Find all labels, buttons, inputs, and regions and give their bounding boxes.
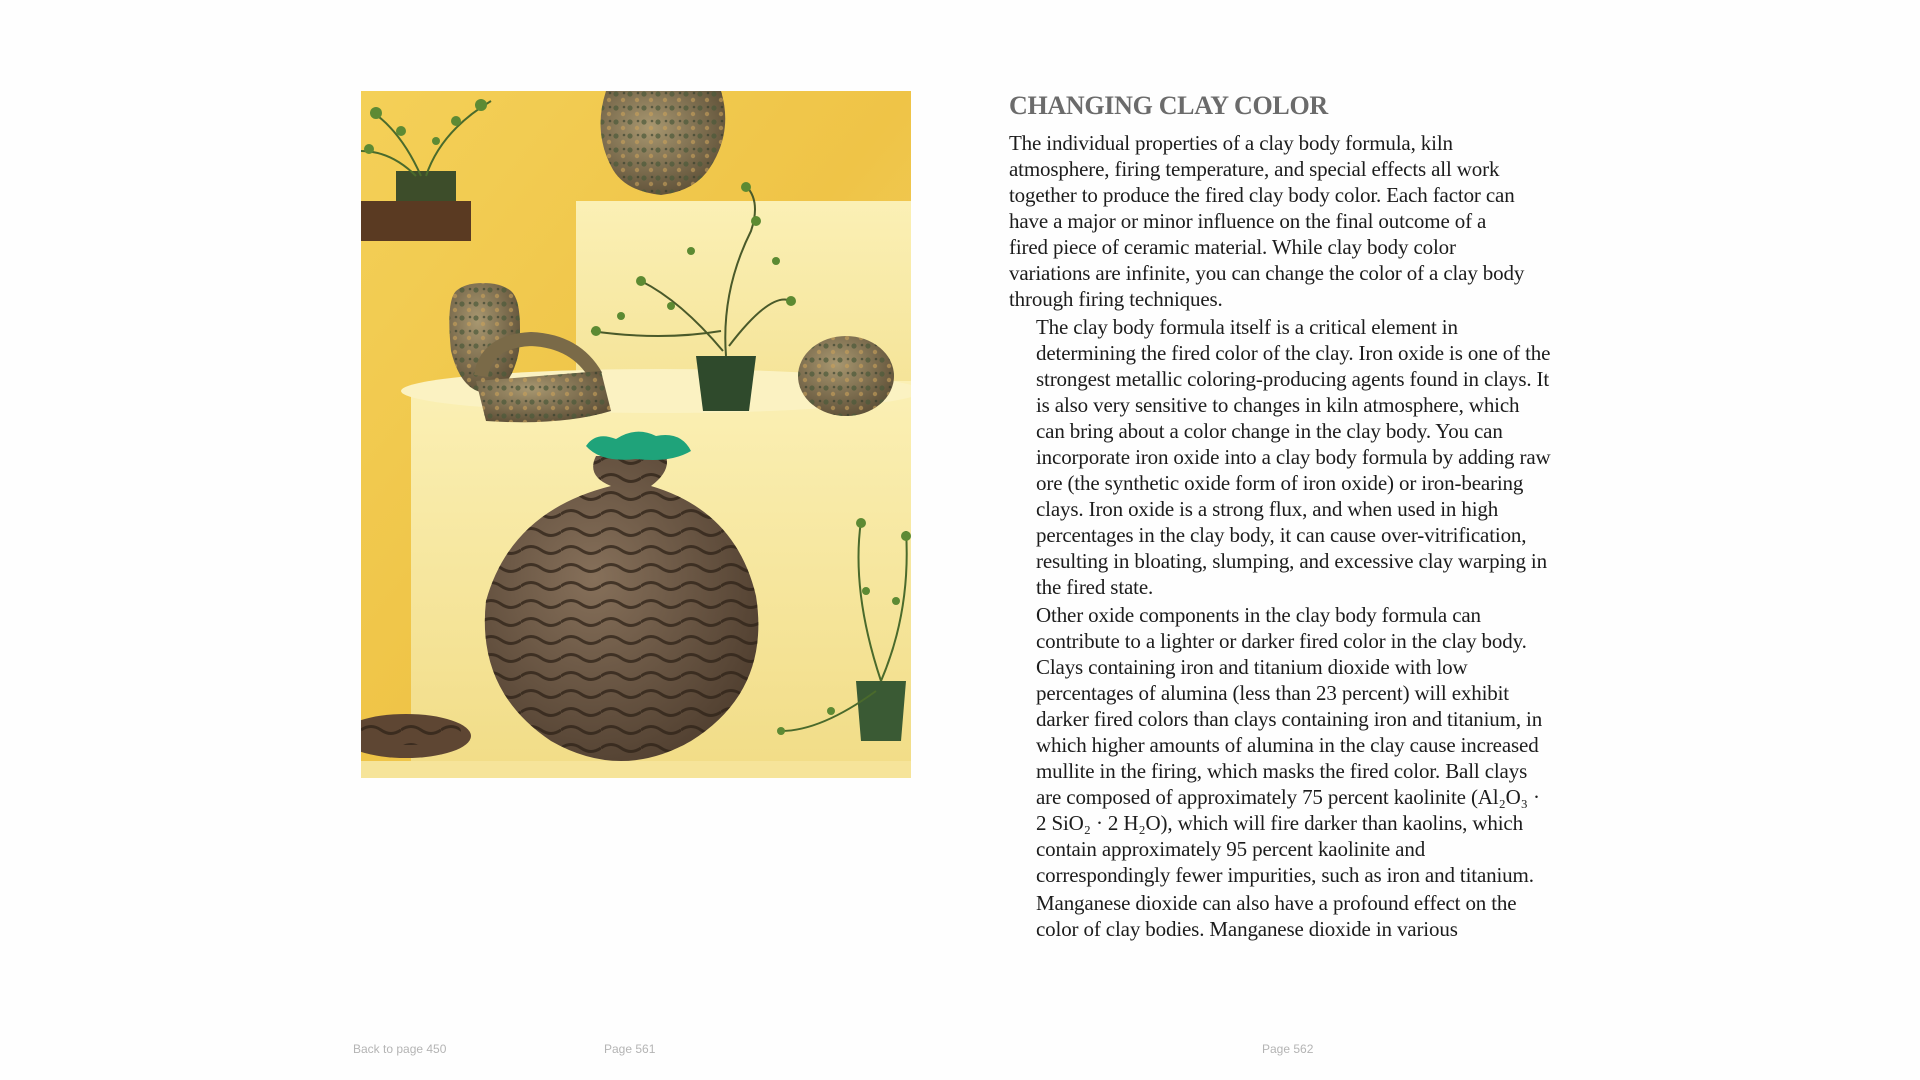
text-line: contribute to a lighter or darker fired color in the clay body. bbox=[1036, 629, 1527, 653]
text-line: resulting in bloating, slumping, and excessive clay warping in bbox=[1036, 549, 1547, 573]
text-line: Manganese dioxide can also have a profound effect on the bbox=[1036, 891, 1517, 915]
text-line: strongest metallic coloring-producing agents found in clays. It bbox=[1036, 367, 1550, 391]
paragraph bbox=[1009, 130, 1574, 312]
pottery-display-illustration bbox=[361, 91, 911, 778]
text-line: correspondingly fewer impurities, such as iron and titanium. bbox=[1036, 863, 1534, 887]
paragraph bbox=[1009, 314, 1574, 600]
text-line: contain approximately 95 percent kaolinite and bbox=[1036, 837, 1426, 861]
text-line: mullite in the firing, which masks the fired color. Ball clays bbox=[1036, 759, 1528, 783]
text-line: through firing techniques. bbox=[1009, 287, 1223, 311]
pottery-photo bbox=[361, 91, 911, 778]
text-line: are composed of approximately 75 percent kaolinite (Al₂O₃ · bbox=[1036, 785, 1540, 809]
back-link[interactable]: Back to page 450 bbox=[353, 1042, 447, 1056]
text-line: Other oxide components in the clay body formula can bbox=[1036, 603, 1481, 627]
text-line: which higher amounts of alumina in the clay cause increased bbox=[1036, 733, 1539, 757]
paragraph bbox=[1009, 890, 1574, 942]
text-line: darker fired colors than clays containing iron and titanium, in bbox=[1036, 707, 1543, 731]
text-line: together to produce the fired clay body color. Each factor can bbox=[1009, 183, 1515, 207]
text-line: determining the fired color of the clay. Iron oxide is one of the bbox=[1036, 341, 1551, 365]
text-line: clays. Iron oxide is a strong flux, and when used in high bbox=[1036, 497, 1499, 521]
text-line: color of clay bodies. Manganese dioxide in various bbox=[1036, 917, 1458, 941]
text-line: Clays containing iron and titanium dioxide with low bbox=[1036, 655, 1468, 679]
text-line: percentages in the clay body, it can cause over-vitrification, bbox=[1036, 523, 1527, 547]
page-number-right: Page 562 bbox=[1262, 1042, 1314, 1056]
text-line: The individual properties of a clay body formula, kiln bbox=[1009, 131, 1453, 155]
text-line: percentages of alumina (less than 23 percent) will exhibit bbox=[1036, 681, 1509, 705]
page-number-left: Page 561 bbox=[604, 1042, 656, 1056]
text-line: 2 SiO₂ · 2 H₂O), which will fire darker than kaolins, which bbox=[1036, 811, 1523, 835]
text-line: have a major or minor influence on the final outcome of a bbox=[1009, 209, 1487, 233]
text-column bbox=[1009, 90, 1574, 944]
text-line: incorporate iron oxide into a clay body formula by adding raw bbox=[1036, 445, 1551, 469]
text-line: ore (the synthetic oxide form of iron oxide) or iron-bearing bbox=[1036, 471, 1524, 495]
body-text bbox=[1009, 130, 1574, 942]
text-line: variations are infinite, you can change the color of a clay body bbox=[1009, 261, 1525, 285]
text-line: can bring about a color change in the clay body. You can bbox=[1036, 419, 1503, 443]
section-heading: CHANGING CLAY COLOR bbox=[1009, 91, 1328, 120]
text-line: the fired state. bbox=[1036, 575, 1154, 599]
text-line: The clay body formula itself is a critical element in bbox=[1036, 315, 1458, 339]
text-line: fired piece of ceramic material. While clay body color bbox=[1009, 235, 1456, 259]
text-line: is also very sensitive to changes in kiln atmosphere, which bbox=[1036, 393, 1520, 417]
text-line: atmosphere, firing temperature, and special effects all work bbox=[1009, 157, 1500, 181]
paragraph bbox=[1009, 602, 1574, 888]
